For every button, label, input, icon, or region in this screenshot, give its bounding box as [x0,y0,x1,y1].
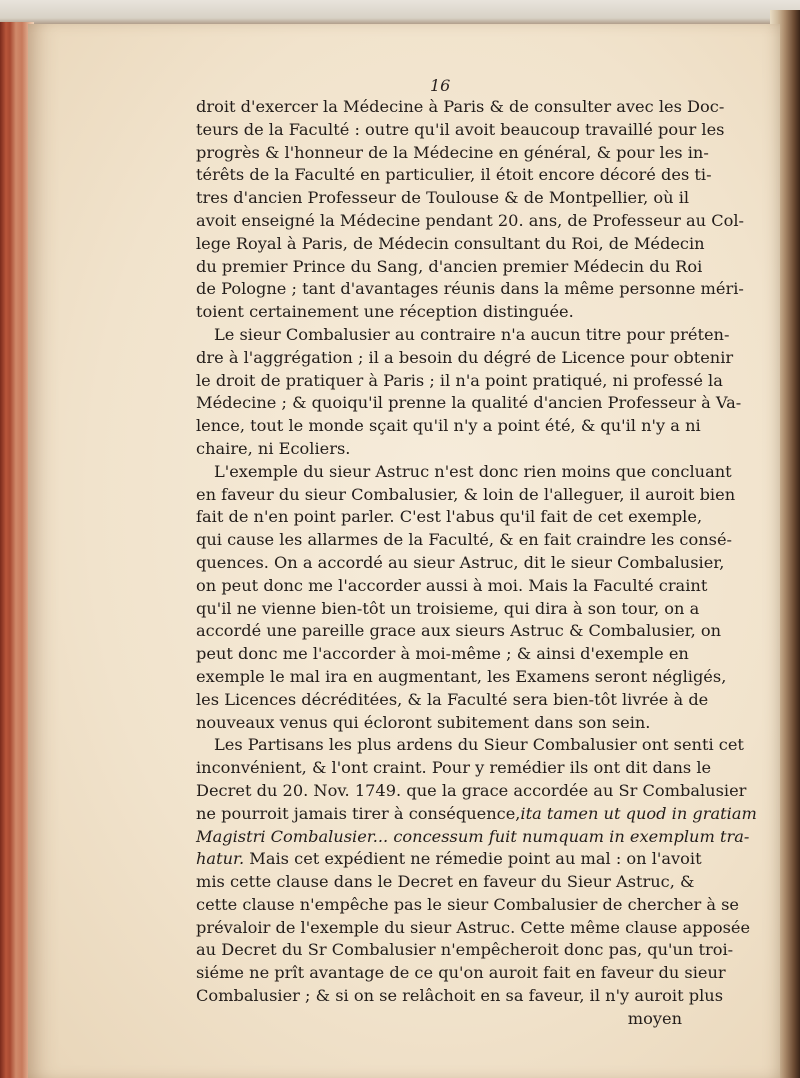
text-line: lege Royal à Paris, de Médecin consultant du Roi, de Médecin [196,233,705,253]
text-line: du premier Prince du Sang, d'ancien premier Médecin du Roi [196,256,703,276]
text-line: Les Partisans les plus ardens du Sieur Combalusier ont senti cet [214,735,744,755]
text-line: Decret du 20. Nov. 1749. que la grace accordée au Sr Combalusier [196,780,747,800]
text-line: térêts de la Faculté en particulier, il étoit encore décoré des ti- [196,165,712,185]
text-line: Magistri Combalusier... concessum fuit numquam in exemplum tra- [196,826,750,846]
text-line: siéme ne prît avantage de ce qu'on auroit fait en faveur du sieur [196,963,726,983]
text-line: dre à l'aggrégation ; il a besoin du dégré de Licence pour obtenir [196,347,734,367]
text-line: Le sieur Combalusier au contraire n'a aucun titre pour préten- [214,324,730,344]
text-line: Combalusier ; & si on se relâchoit en sa faveur, il n'y auroit plus [196,986,724,1006]
text-line: toient certainement une réception distinguée. [196,302,574,322]
text-line: teurs de la Faculté : outre qu'il avoit beaucoup travaillé pour les [196,119,725,139]
text-line: hatur. Mais cet expédient ne rémedie point au mal : on l'avoit [196,849,702,869]
text-line: avoit enseigné la Médecine pendant 20. ans, de Professeur au Col- [196,210,744,230]
text-line: exemple le mal ira en augmentant, les Examens seront négligés, [196,666,727,686]
text-line: qui cause les allarmes de la Faculté, & en fait craindre les consé- [196,530,733,550]
text-line: ne pourroit jamais tirer à conséquence,ita tamen ut quod in gratiam [196,803,757,823]
text-line: droit d'exercer la Médecine à Paris & de consulter avec les Doc- [196,97,725,116]
text-line: accordé une pareille grace aux sieurs Astruc & Combalusier, on [196,621,722,641]
text-line: nouveaux venus qui écloront subitement dans son sein. [196,712,651,732]
body-text [196,96,757,1031]
text-line: cette clause n'empêche pas le sieur Combalusier de chercher à se [196,894,740,914]
text-line: progrès & l'honneur de la Médecine en général, & pour les in- [196,142,709,162]
text-line: qu'il ne vienne bien-tôt un troisieme, qui dira à son tour, on a [196,598,700,618]
text-line: tres d'ancien Professeur de Toulouse & de Montpellier, où il [196,188,690,208]
text-line: L'exemple du sieur Astruc n'est donc rien moins que concluant [214,461,732,481]
text-line: inconvénient, & l'ont craint. Pour y remédier ils ont dit dans le [196,758,712,778]
catchword: moyen [627,1008,682,1028]
text-line: lence, tout le monde sçait qu'il n'y a point été, & qu'il n'y a ni [196,416,701,436]
text-line: mis cette clause dans le Decret en faveur du Sieur Astruc, & [196,872,695,892]
text-line: chaire, ni Ecoliers. [196,438,351,458]
text-line: au Decret du Sr Combalusier n'empêcheroit donc pas, qu'un troi- [196,940,734,960]
text-line: fait de n'en point parler. C'est l'abus qu'il fait de cet exemple, [196,507,703,527]
text-line: quences. On a accordé au sieur Astruc, dit le sieur Combalusier, [196,552,725,572]
text-line: Médecine ; & quoiqu'il prenne la qualité d'ancien Professeur à Va- [196,393,742,413]
page-number: 16 [430,76,451,95]
text-line: de Pologne ; tant d'avantages réunis dans la même personne méri- [196,279,744,299]
text-line: en faveur du sieur Combalusier, & loin de l'alleguer, il auroit bien [196,484,736,504]
text-line: on peut donc me l'accorder aussi à moi. Mais la Faculté craint [196,575,708,595]
text-line: les Licences décréditées, & la Faculté sera bien-tôt livrée à de [196,689,709,709]
text-line: peut donc me l'accorder à moi-même ; & ainsi d'exemple en [196,644,689,664]
text-line: le droit de pratiquer à Paris ; il n'a point pratiqué, ni professé la [196,370,723,390]
text-line: prévaloir de l'exemple du sieur Astruc. Cette même clause apposée [196,917,751,937]
